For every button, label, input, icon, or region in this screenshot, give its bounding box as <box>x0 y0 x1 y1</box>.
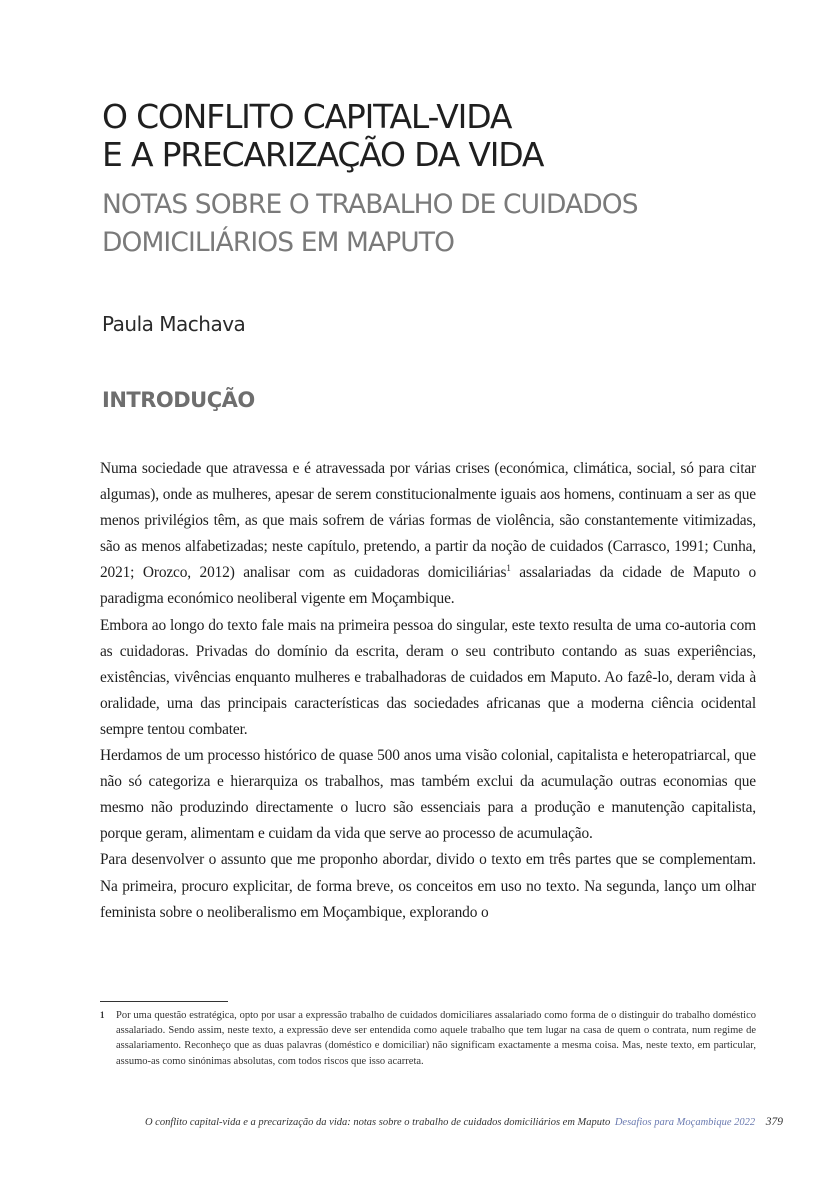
chapter-title <box>102 98 782 174</box>
chapter-subtitle-line-2: DOMICILIÁRIOS EM MAPUTO <box>102 227 455 258</box>
paragraph-1-text-b: assalariadas da cidade de Maputo o paradigma económico neoliberal vigente em Moçambique. <box>100 564 756 608</box>
footnote <box>100 1008 756 1069</box>
paragraph-4: Para desenvolver o assunto que me proponho abordar, divido o texto em três partes que se complementam. Na primeira, procuro explicitar, de forma breve, os conceitos em uso no texto. Na segunda, lanço um olhar feminista sobre o neoliberalismo em Moçambique, explorando o <box>100 851 756 921</box>
section-heading: INTRODUÇÃO <box>102 388 255 412</box>
footnote-divider <box>100 1001 228 1002</box>
page-number: 379 <box>765 1116 783 1128</box>
paragraph-2: Embora ao longo do texto fale mais na primeira pessoa do singular, este texto resulta de uma co-autoria com as cuidadoras. Privadas do domínio da escrita, deram o seu contributo contando as suas experiências, existências, vivências enquanto mulheres e trabalhadoras de cuidados em Maputo. Ao fazê-lo, deram vida à oralidade, uma das principais características das sociedades africanas que a moderna ciência ocidental sempre tentou combater. <box>100 616 756 738</box>
page-footer <box>145 1116 783 1128</box>
body-text <box>100 456 756 926</box>
author-name: Paula Machava <box>102 312 246 336</box>
footnote-reference[interactable]: 1 <box>506 563 511 574</box>
chapter-subtitle-line-1: NOTAS SOBRE O TRABALHO DE CUIDADOS <box>102 189 638 220</box>
chapter-title-line-1: O CONFLITO CAPITAL-VIDA <box>102 97 512 136</box>
chapter-title-line-2: E A PRECARIZAÇÃO DA VIDA <box>102 135 544 174</box>
series-title: Desafios para Moçambique 2022 <box>614 1117 756 1128</box>
chapter-subtitle <box>102 186 782 262</box>
paragraph-3: Herdamos de um processo histórico de quase 500 anos uma visão colonial, capitalista e heteropatriarcal, que não só categoriza e hierarquiza os trabalhos, mas também exclui da acumulação outras economias que mesmo não produzindo directamente o lucro são essenciais para a produção e manutenção capitalista, porque geram, alimentam e cuidam da vida que serve ao processo de acumulação. <box>100 747 756 843</box>
footnote-marker: 1 <box>100 1010 105 1020</box>
footnote-text: Por uma questão estratégica, opto por usar a expressão trabalho de cuidados domiciliares assalariado como forma de o distinguir do trabalho doméstico assalariado. Sendo assim, neste texto, a expressão deve ser entendida como aquele trabalho que tem lugar na casa de quem o contrata, num regime de assalariamento. Reconheço que as duas palavras (doméstico e domiciliar) não significam exactamente a mesma coisa. Mas, neste texto, em particular, assumo-as como sinónimas absolutas, com todos riscos que isso acarreta. <box>116 1010 756 1067</box>
paragraph-1-text-a: Numa sociedade que atravessa e é atravessada por várias crises (económica, climática, social, só para citar algumas), onde as mulheres, apesar de serem constitucionalmente iguais aos homens, continuam a ser as que menos privilégios têm, as que mais sofrem de várias formas de violência, são constantemente vitimizadas, são as menos alfabetizadas; neste capítulo, pretendo, a partir da noção de cuidados (Carrasco, 1991; Cunha, 2021; Orozco, 2012) analisar com as cuidadoras domiciliárias <box>100 460 756 582</box>
paragraph-1 <box>100 456 756 613</box>
running-title: O conflito capital-vida e a precarização da vida: notas sobre o trabalho de cuidados domiciliários em Maputo <box>144 1117 611 1128</box>
